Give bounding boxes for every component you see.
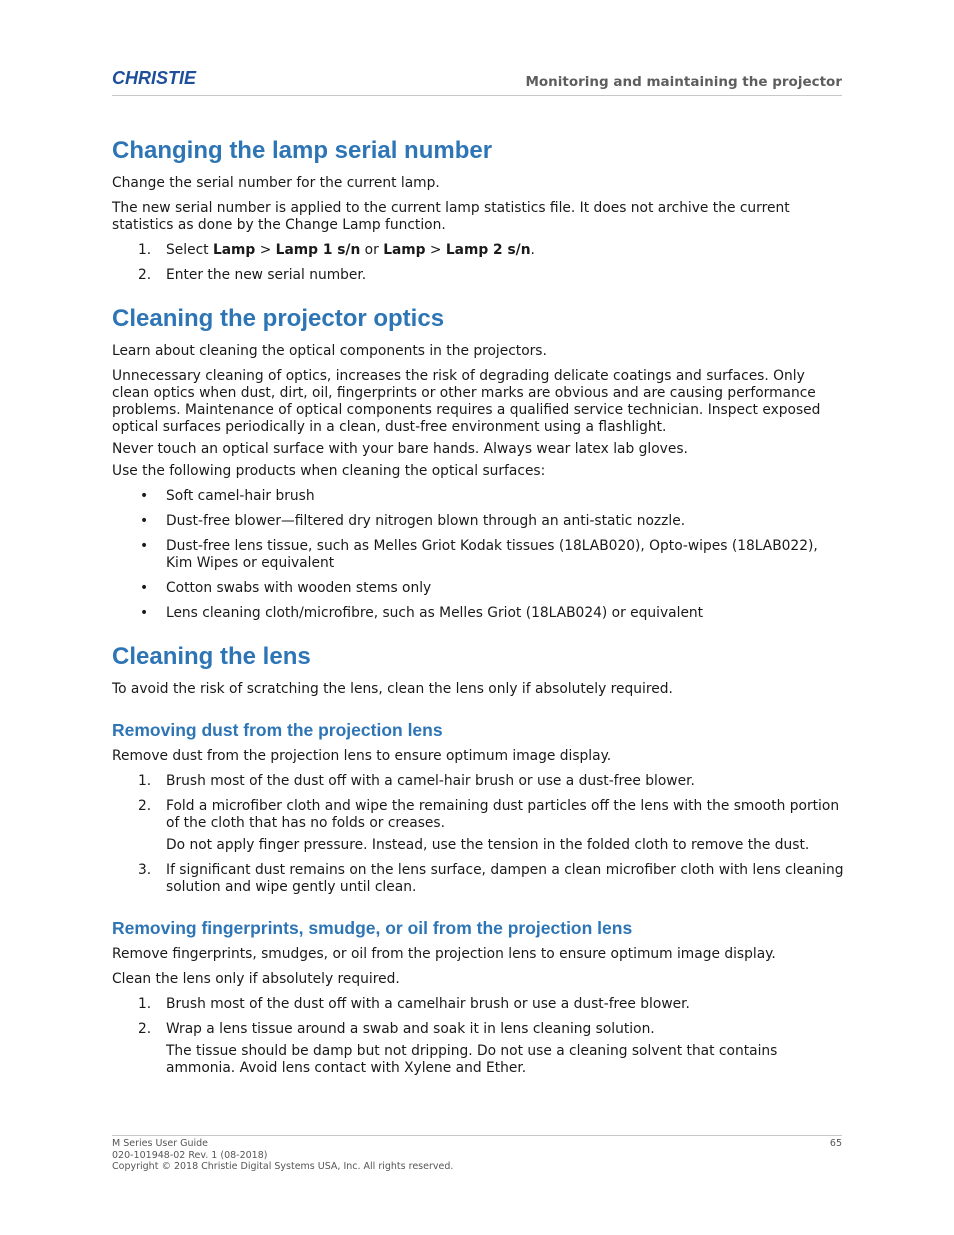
step-text: Brush most of the dust off with a camelhair brush or use a dust-free blower. — [166, 996, 690, 1012]
products-list — [112, 488, 844, 622]
step-text: Brush most of the dust off with a camel-hair brush or use a dust-free blower. — [166, 773, 695, 789]
step-text: > — [425, 242, 446, 258]
step-number: 2. — [138, 798, 152, 814]
footer-revision: 020-101948-02 Rev. 1 (08-2018) — [112, 1149, 268, 1161]
list-item — [112, 773, 844, 790]
list-item — [112, 1021, 844, 1077]
page-footer — [112, 1135, 842, 1173]
list-item — [112, 242, 844, 259]
step-text: Enter the new serial number. — [166, 267, 367, 283]
christie-logo — [112, 68, 222, 88]
list-item — [112, 862, 844, 896]
footer-guide-title: M Series User Guide — [112, 1138, 209, 1149]
page-number: 65 — [829, 1138, 842, 1149]
menu-path-lamp1-sn: Lamp 1 s/n — [275, 242, 361, 258]
step-number: 1. — [138, 242, 152, 258]
paragraph: Use the following products when cleaning the optical surfaces: — [112, 463, 546, 479]
list-item — [112, 488, 844, 505]
heading-cleaning-lens: Cleaning the lens — [112, 643, 311, 670]
list-item — [112, 605, 844, 622]
footer-copyright: Copyright © 2018 Christie Digital Systems USA, Inc. All rights reserved. — [112, 1161, 454, 1172]
item-text: Dust-free blower—filtered dry nitrogen blown through an anti-static nozzle. — [166, 513, 686, 529]
paragraph: Learn about cleaning the optical components in the projectors. — [112, 343, 547, 359]
paragraph: Remove dust from the projection lens to ensure optimum image display. — [112, 748, 612, 764]
bullet: • — [140, 513, 149, 529]
step-text: Select — [166, 242, 213, 258]
heading-removing-fingerprints: Removing fingerprints, smudge, or oil from the projection lens — [112, 918, 633, 938]
paragraph: The new serial number is applied to the current lamp statistics file. It does not archive the current statistics as done by the Change Lamp function. — [112, 200, 790, 233]
paragraph: Clean the lens only if absolutely required. — [112, 971, 400, 987]
bullet: • — [140, 488, 149, 504]
steps-list — [112, 996, 844, 1077]
list-item — [112, 538, 844, 572]
paragraph: Unnecessary cleaning of optics, increases the risk of degrading delicate coatings and surfaces. Only clean optics when dust, dirt, oil, fingerprints or other marks are obvious and are causing performance problems. Maintenance of optical components requires a qualified service technician. Inspect exposed optical surfaces periodically in a clean, dust-free environment using a flashlight. — [112, 368, 821, 435]
list-item — [112, 996, 844, 1013]
bullet: • — [140, 605, 149, 621]
step-text: . — [530, 242, 535, 258]
list-item — [112, 267, 844, 284]
step-number: 3. — [138, 862, 152, 878]
heading-changing-lamp-serial: Changing the lamp serial number — [112, 137, 493, 164]
item-text: Cotton swabs with wooden stems only — [166, 580, 432, 596]
paragraph: Remove fingerprints, smudges, or oil from the projection lens to ensure optimum image display. — [112, 946, 776, 962]
main-content — [112, 136, 844, 1085]
item-text: Soft camel-hair brush — [166, 488, 315, 504]
step-note: Do not apply finger pressure. Instead, use the tension in the folded cloth to remove the dust. — [166, 837, 810, 853]
heading-cleaning-optics: Cleaning the projector optics — [112, 305, 445, 332]
paragraph: To avoid the risk of scratching the lens, clean the lens only if absolutely required. — [112, 681, 673, 697]
list-item — [112, 513, 844, 530]
menu-path-lamp2-sn: Lamp 2 s/n — [445, 242, 531, 258]
step-note: The tissue should be damp but not dripping. Do not use a cleaning solvent that contains ammonia. Avoid lens contact with Xylene and Ether. — [166, 1043, 778, 1076]
paragraph: Never touch an optical surface with your bare hands. Always wear latex lab gloves. — [112, 441, 688, 457]
heading-removing-dust: Removing dust from the projection lens — [112, 720, 443, 740]
step-number: 1. — [138, 773, 152, 789]
step-number: 2. — [138, 267, 152, 283]
list-item — [112, 798, 844, 854]
page-header — [112, 66, 842, 96]
step-text: Wrap a lens tissue around a swab and soak it in lens cleaning solution. — [166, 1021, 655, 1037]
paragraph: Change the serial number for the current lamp. — [112, 175, 440, 191]
menu-path-lamp: Lamp — [383, 242, 426, 258]
step-text: > — [255, 242, 276, 258]
header-section-title: Monitoring and maintaining the projector — [525, 74, 842, 90]
logo-text: CHRISTIE — [112, 68, 197, 88]
step-number: 1. — [138, 996, 152, 1012]
list-item — [112, 580, 844, 597]
item-text: Lens cleaning cloth/microfibre, such as Melles Griot (18LAB024) or equivalent — [166, 605, 704, 621]
step-number: 2. — [138, 1021, 152, 1037]
steps-list — [112, 242, 844, 284]
menu-path-lamp: Lamp — [212, 242, 256, 258]
bullet: • — [140, 580, 149, 596]
item-text: Dust-free lens tissue, such as Melles Griot Kodak tissues (18LAB020), Opto-wipes (18LAB022), Kim Wipes or equivalent — [166, 538, 818, 571]
step-text: or — [360, 242, 384, 258]
step-text: Fold a microfiber cloth and wipe the remaining dust particles off the lens with the smooth portion of the cloth that has no folds or creases. — [166, 798, 840, 831]
step-text: If significant dust remains on the lens surface, dampen a clean microfiber cloth with lens cleaning solution and wipe gently until clean. — [166, 862, 844, 895]
steps-list — [112, 773, 844, 896]
bullet: • — [140, 538, 149, 554]
